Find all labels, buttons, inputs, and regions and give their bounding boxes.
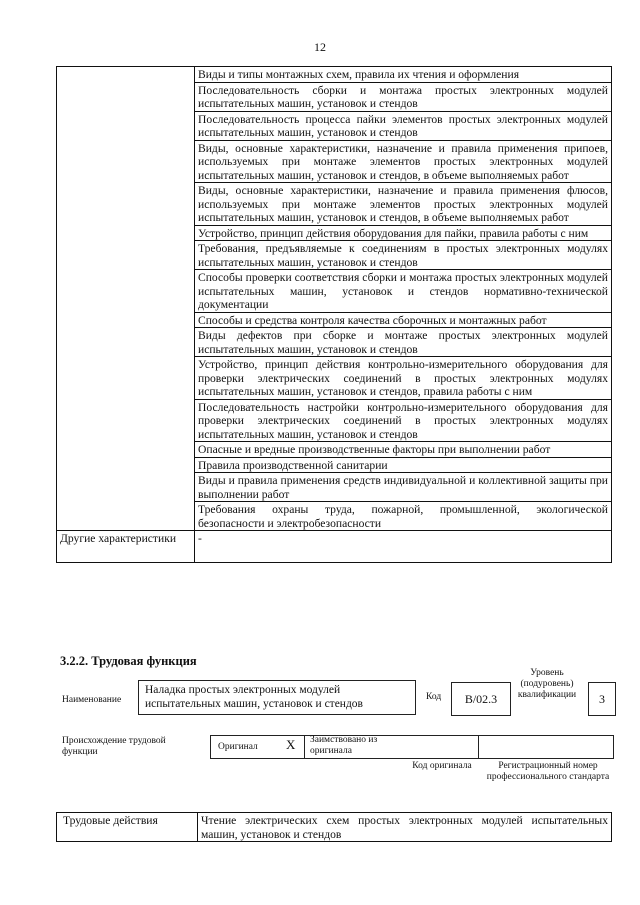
requirement-item: Правила производственной санитарии xyxy=(195,457,612,473)
requirement-item: Виды, основные характеристики, назначение и правила применения флюсов, используемых при монтаже элементов простых электронных модулей испытательных машин, установок и стендов, в объеме выполняемых работ xyxy=(195,183,612,226)
function-code-label: Код xyxy=(426,692,442,702)
function-name-value: Наладка простых электронных модулей испытательных машин, установок и стендов xyxy=(138,680,416,715)
origin-label: Происхождение трудовой функции xyxy=(62,736,166,757)
original-code-label: Код оригинала xyxy=(412,761,472,771)
table-row xyxy=(57,813,612,842)
other-characteristics-label: Другие характеристики xyxy=(57,531,195,563)
registration-number-label: Регистрационный номер профессионального стандарта xyxy=(486,761,610,782)
requirement-item: Виды и типы монтажных схем, правила их чтения и оформления xyxy=(195,67,612,83)
requirement-item: Устройство, принцип действия оборудования для пайки, правила работы с ним xyxy=(195,225,612,241)
labor-actions-table xyxy=(56,812,612,842)
other-characteristics-value: - xyxy=(195,531,612,563)
requirements-label-cell xyxy=(57,67,195,531)
origin-grid xyxy=(210,735,614,759)
labor-action-item: Чтение электрических схем простых электронных модулей испытательных машин, установок и стендов xyxy=(198,813,612,842)
page-number: 12 xyxy=(314,40,326,54)
qualification-level-label: Уровень (подуровень) квалификации xyxy=(517,668,577,700)
requirement-item: Виды, основные характеристики, назначение и правила применения припоев, используемых при монтаже элементов простых электронных модулей испытательных машин, установок и стендов, в объеме выполняемых работ xyxy=(195,140,612,183)
origin-original-text: Оригинал xyxy=(218,742,258,752)
requirement-item: Требования охраны труда, пожарной, промышленной, экологической безопасности и электробезопасности xyxy=(195,502,612,531)
requirement-item: Виды и правила применения средств индивидуальной и коллективной защиты при выполнении работ xyxy=(195,473,612,502)
section-title: 3.2.2. Трудовая функция xyxy=(60,654,197,668)
table-row xyxy=(57,67,612,83)
table-row xyxy=(57,531,612,563)
labor-actions-label: Трудовые действия xyxy=(57,813,198,842)
requirements-table xyxy=(56,66,612,563)
requirement-item: Последовательность настройки контрольно-измерительного оборудования для проверки электрических соединений в простых электронных модулях испытательных машин, установок и стендов xyxy=(195,399,612,442)
requirement-item: Последовательность процесса пайки элементов простых электронных модулей испытательных машин, установок и стендов xyxy=(195,111,612,140)
requirement-item: Устройство, принцип действия контрольно-измерительного оборудования для проверки электрических соединений в простых электронных модулях испытательных машин, установок и стендов, правила работы с ним xyxy=(195,357,612,400)
requirement-item: Виды дефектов при сборке и монтаже простых электронных модулей испытательных машин, установок и стендов xyxy=(195,328,612,357)
origin-original-mark: X xyxy=(286,737,296,752)
requirement-item: Способы проверки соответствия сборки и монтажа простых электронных модулей испытательных машин, установок и стендов нормативно-технической документации xyxy=(195,270,612,313)
function-code-value: B/02.3 xyxy=(451,682,511,716)
qualification-level-value: 3 xyxy=(588,682,616,716)
requirement-item: Требования, предъявляемые к соединениям в простых электронных модулях испытательных машин, установок и стендов xyxy=(195,241,612,270)
requirement-item: Способы и средства контроля качества сборочных и монтажных работ xyxy=(195,312,612,328)
origin-borrowed-text: Заимствовано из оригинала xyxy=(310,735,378,756)
requirement-item: Последовательность сборки и монтажа простых электронных модулей испытательных машин, установок и стендов xyxy=(195,82,612,111)
function-name-label: Наименование xyxy=(62,695,122,705)
requirement-item: Опасные и вредные производственные факторы при выполнении работ xyxy=(195,442,612,458)
